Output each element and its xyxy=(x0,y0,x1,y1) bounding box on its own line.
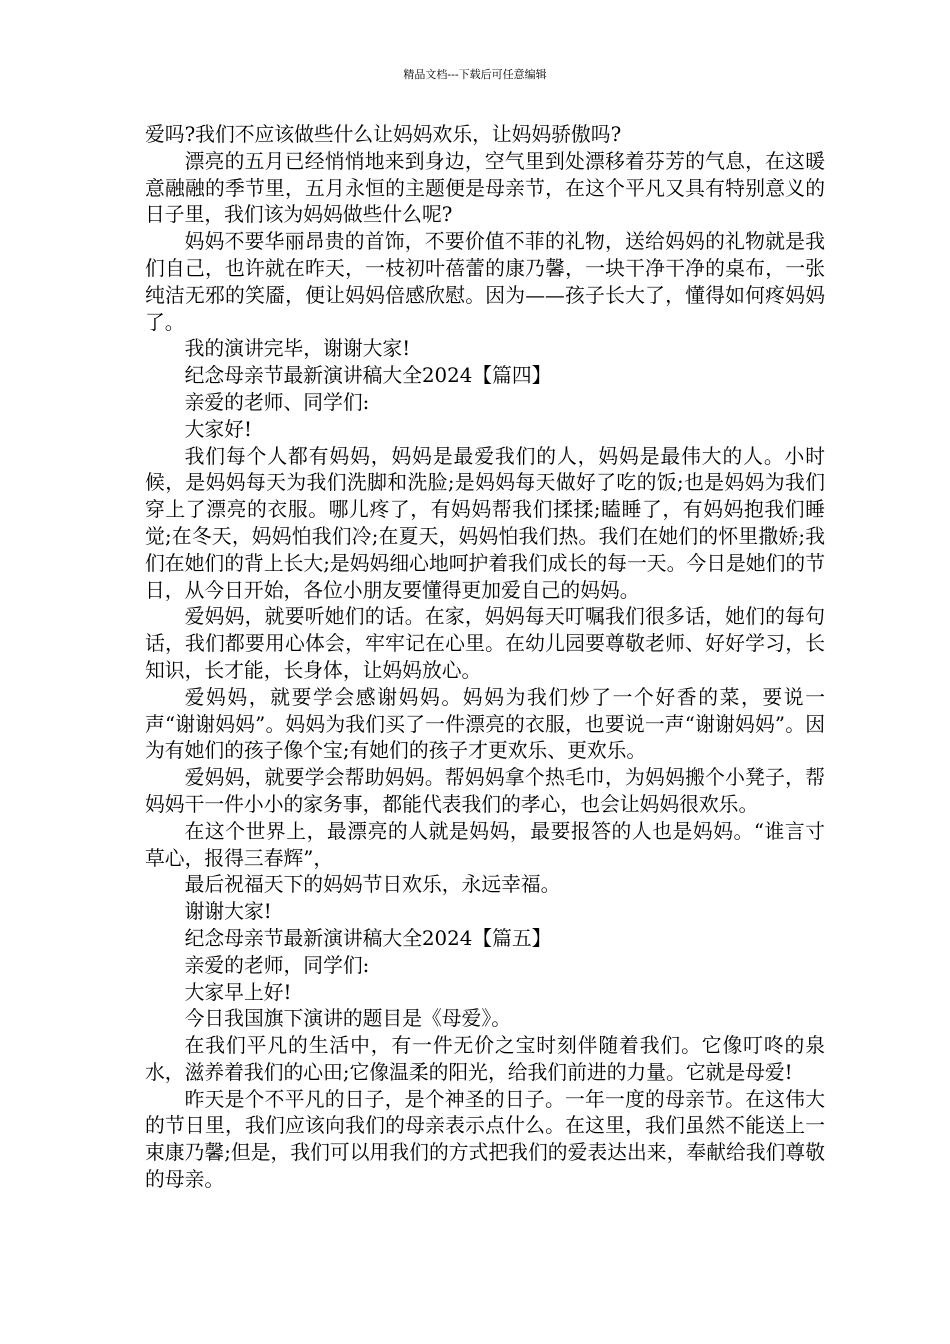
paragraph: 最后祝福天下的妈妈节日欢乐，永远幸福。 xyxy=(184,873,561,897)
salutation: 亲爱的老师，同学们: xyxy=(184,953,370,977)
paragraph: 爱吗?我们不应该做些什么让妈妈欢乐，让妈妈骄傲吗? xyxy=(145,123,622,146)
paragraph: 在这个世界上，最漂亮的人就是妈妈，最要报答的人也是妈妈。“谁言寸草心，报得三春辉”， xyxy=(145,819,825,870)
page-header: 精品文档---下载后可任意编辑 xyxy=(403,68,547,81)
salutation: 亲爱的老师、同学们: xyxy=(184,390,370,414)
paragraph: 漂亮的五月已经悄悄地来到身边，空气里到处漂移着芬芳的气息，在这暖意融融的季节里，五月永恒的主题便是母亲节，在这个平凡又具有特别意义的日子里，我们该为妈妈做些什么呢? xyxy=(145,149,825,227)
section-heading: 纪念母亲节最新演讲稿大全2024【篇四】 xyxy=(184,364,552,388)
paragraph: 爱妈妈，就要学会感谢妈妈。妈妈为我们炒了一个好香的菜，要说一声“谢谢妈妈”。妈妈为我们买了一件漂亮的衣服，也要说一声“谢谢妈妈”。因为有她们的孩子像个宝;有她们的孩子才更欢乐、更欢乐。 xyxy=(145,685,825,763)
paragraph: 爱妈妈，就要学会帮助妈妈。帮妈妈拿个热毛巾，为妈妈搬个小凳子，帮妈妈干一件小小的家务事，都能代表我们的孝心，也会让妈妈很欢乐。 xyxy=(145,766,825,816)
paragraph: 我们每个人都有妈妈，妈妈是最爱我们的人，妈妈是最伟大的人。小时候，是妈妈每天为我们洗脚和洗脸;是妈妈每天做好了吃的饭;也是妈妈为我们穿上了漂亮的衣服。哪儿疼了，有妈妈帮我们揉揉;瞌睡了，有妈妈抱我们睡觉;在冬天，妈妈怕我们冷;在夏天，妈妈怕我们热。我们在她们的怀里撒娇;我们在她们的背上长大;是妈妈细心地呵护着我们成长的每一天。今日是她们的节日，从今日开始，各位小朋友要懂得更加爱自己的妈妈。 xyxy=(145,444,825,602)
paragraph: 谢谢大家! xyxy=(184,900,272,924)
paragraph: 昨天是个不平凡的日子，是个神圣的日子。一年一度的母亲节。在这伟大的节日里，我们应该向我们的母亲表示点什么。在这里，我们虽然不能送上一束康乃馨;但是，我们可以用我们的方式把我们的爱表达出来，奉献给我们尊敬的母亲。 xyxy=(145,1087,825,1192)
greeting: 大家早上好! xyxy=(184,980,292,1004)
paragraph: 妈妈不要华丽昂贵的首饰，不要价值不菲的礼物，送给妈妈的礼物就是我们自己，也许就在昨天，一枝初叶蓓蕾的康乃馨，一块干净干净的桌布，一张纯洁无邪的笑靥，便让妈妈倍感欣慰。因为——孩子长大了，懂得如何疼妈妈了。 xyxy=(145,230,825,334)
section-heading: 纪念母亲节最新演讲稿大全2024【篇五】 xyxy=(184,926,552,950)
paragraph: 在我们平凡的生活中，有一件无价之宝时刻伴随着我们。它像叮咚的泉水，滋养着我们的心田;它像温柔的阳光，给我们前进的力量。它就是母爱! xyxy=(145,1034,825,1084)
paragraph: 爱妈妈，就要听她们的话。在家，妈妈每天叮嘱我们很多话，她们的每句话，我们都要用心体会，牢牢记在心里。在幼儿园要尊敬老师、好好学习，长知识，长才能，长身体，让妈妈放心。 xyxy=(145,605,825,682)
document-body xyxy=(145,122,825,1194)
greeting: 大家好! xyxy=(184,417,252,441)
paragraph: 我的演讲完毕，谢谢大家! xyxy=(184,337,411,361)
paragraph: 今日我国旗下演讲的题目是《母爱》。 xyxy=(184,1007,511,1031)
